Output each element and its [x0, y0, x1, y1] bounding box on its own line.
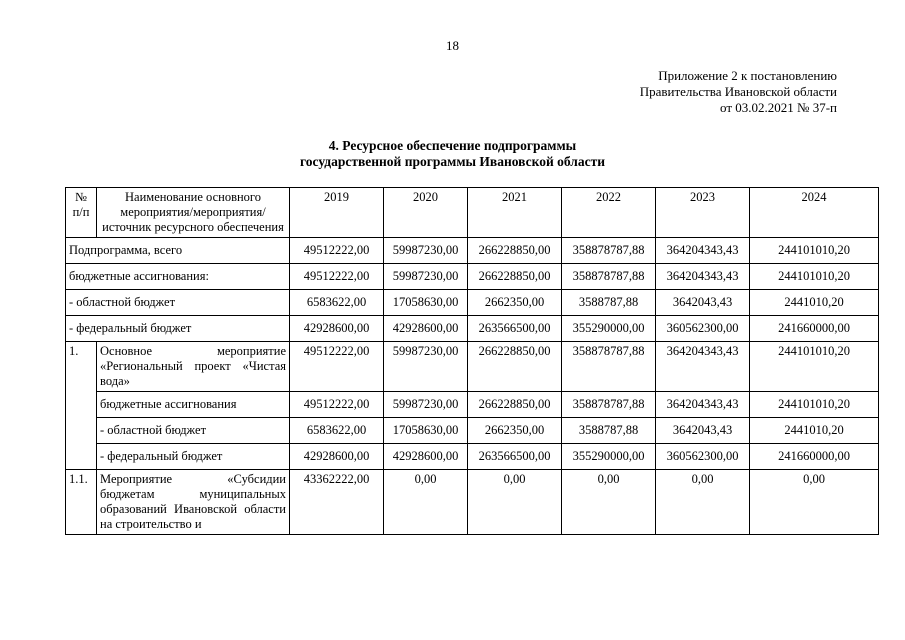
row-value: 3588787,88: [562, 290, 656, 316]
row-value: 0,00: [656, 470, 750, 535]
header-year: 2023: [656, 188, 750, 238]
row-value: 3642043,43: [656, 290, 750, 316]
row-value: 59987230,00: [384, 264, 468, 290]
row-value: 364204343,43: [656, 342, 750, 392]
appendix-line-3: от 03.02.2021 № 37-п: [720, 100, 837, 115]
title-line-2: государственной программы Ивановской области: [299, 154, 605, 169]
row-value: 2662350,00: [468, 418, 562, 444]
row-value: 360562300,00: [656, 444, 750, 470]
appendix-line-1: Приложение 2 к постановлению: [658, 68, 837, 83]
table-row: [66, 392, 879, 418]
row-value: 2441010,20: [750, 290, 879, 316]
row-value: 49512222,00: [290, 392, 384, 418]
row-value: 59987230,00: [384, 238, 468, 264]
row-value: 360562300,00: [656, 316, 750, 342]
row-value: 2441010,20: [750, 418, 879, 444]
row-value: 0,00: [750, 470, 879, 535]
row-name: - областной бюджет: [97, 418, 290, 444]
row-value: 43362222,00: [290, 470, 384, 535]
header-year: 2019: [290, 188, 384, 238]
header-year: 2022: [562, 188, 656, 238]
row-value: 49512222,00: [290, 238, 384, 264]
row-value: 3642043,43: [656, 418, 750, 444]
page-number: 18: [446, 38, 459, 53]
table-row: [66, 418, 879, 444]
header-year: 2021: [468, 188, 562, 238]
row-value: 42928600,00: [384, 444, 468, 470]
row-name: Мероприятие «Субсидии бюджетам муниципальных образований Ивановской области на строительство и: [97, 470, 290, 535]
row-name: бюджетные ассигнования: [97, 392, 290, 418]
row-value: 355290000,00: [562, 316, 656, 342]
row-value: 2662350,00: [468, 290, 562, 316]
row-value: 241660000,00: [750, 316, 879, 342]
row-name: Основное мероприятие «Региональный проект «Чистая вода»: [97, 342, 290, 392]
table-row: [66, 264, 879, 290]
row-value: 59987230,00: [384, 392, 468, 418]
row-value: 263566500,00: [468, 444, 562, 470]
row-value: 364204343,43: [656, 238, 750, 264]
header-year: 2024: [750, 188, 879, 238]
row-value: 358878787,88: [562, 264, 656, 290]
row-value: 42928600,00: [290, 316, 384, 342]
header-num: № п/п: [66, 188, 97, 238]
row-value: 244101010,20: [750, 392, 879, 418]
row-value: 42928600,00: [290, 444, 384, 470]
header-name: Наименование основного мероприятия/мероприятия/источник ресурсного обеспечения: [97, 188, 290, 238]
table-row: [66, 444, 879, 470]
row-value: 263566500,00: [468, 316, 562, 342]
table-row: [66, 238, 879, 264]
row-value: 241660000,00: [750, 444, 879, 470]
row-value: 6583622,00: [290, 418, 384, 444]
row-name: Подпрограмма, всего: [66, 238, 290, 264]
row-value: 266228850,00: [468, 238, 562, 264]
row-value: 358878787,88: [562, 392, 656, 418]
row-name: бюджетные ассигнования:: [66, 264, 290, 290]
row-value: 17058630,00: [384, 418, 468, 444]
row-value: 355290000,00: [562, 444, 656, 470]
table-row: [66, 316, 879, 342]
row-value: 358878787,88: [562, 238, 656, 264]
row-value: 266228850,00: [468, 392, 562, 418]
row-value: 244101010,20: [750, 264, 879, 290]
resource-table: [65, 187, 879, 535]
row-value: 0,00: [384, 470, 468, 535]
row-value: 3588787,88: [562, 418, 656, 444]
appendix-line-2: Правительства Ивановской области: [639, 84, 837, 99]
table-row: [66, 470, 879, 535]
row-name: - федеральный бюджет: [97, 444, 290, 470]
table-row: [66, 342, 879, 392]
row-num: 1.: [66, 342, 97, 470]
row-value: 42928600,00: [384, 316, 468, 342]
row-value: 266228850,00: [468, 342, 562, 392]
row-value: 0,00: [562, 470, 656, 535]
table-header-row: [66, 188, 879, 238]
row-value: 244101010,20: [750, 342, 879, 392]
table-row: [66, 290, 879, 316]
appendix-note: [640, 68, 837, 116]
row-value: 17058630,00: [384, 290, 468, 316]
row-value: 49512222,00: [290, 264, 384, 290]
row-num: 1.1.: [66, 470, 97, 535]
row-value: 358878787,88: [562, 342, 656, 392]
row-value: 364204343,43: [656, 392, 750, 418]
header-year: 2020: [384, 188, 468, 238]
row-name: - федеральный бюджет: [66, 316, 290, 342]
row-value: 49512222,00: [290, 342, 384, 392]
row-value: 6583622,00: [290, 290, 384, 316]
document-title: [0, 138, 905, 170]
row-name: - областной бюджет: [66, 290, 290, 316]
row-value: 59987230,00: [384, 342, 468, 392]
row-value: 364204343,43: [656, 264, 750, 290]
row-value: 0,00: [468, 470, 562, 535]
row-value: 266228850,00: [468, 264, 562, 290]
row-value: 244101010,20: [750, 238, 879, 264]
title-line-1: 4. Ресурсное обеспечение подпрограммы: [328, 138, 577, 153]
